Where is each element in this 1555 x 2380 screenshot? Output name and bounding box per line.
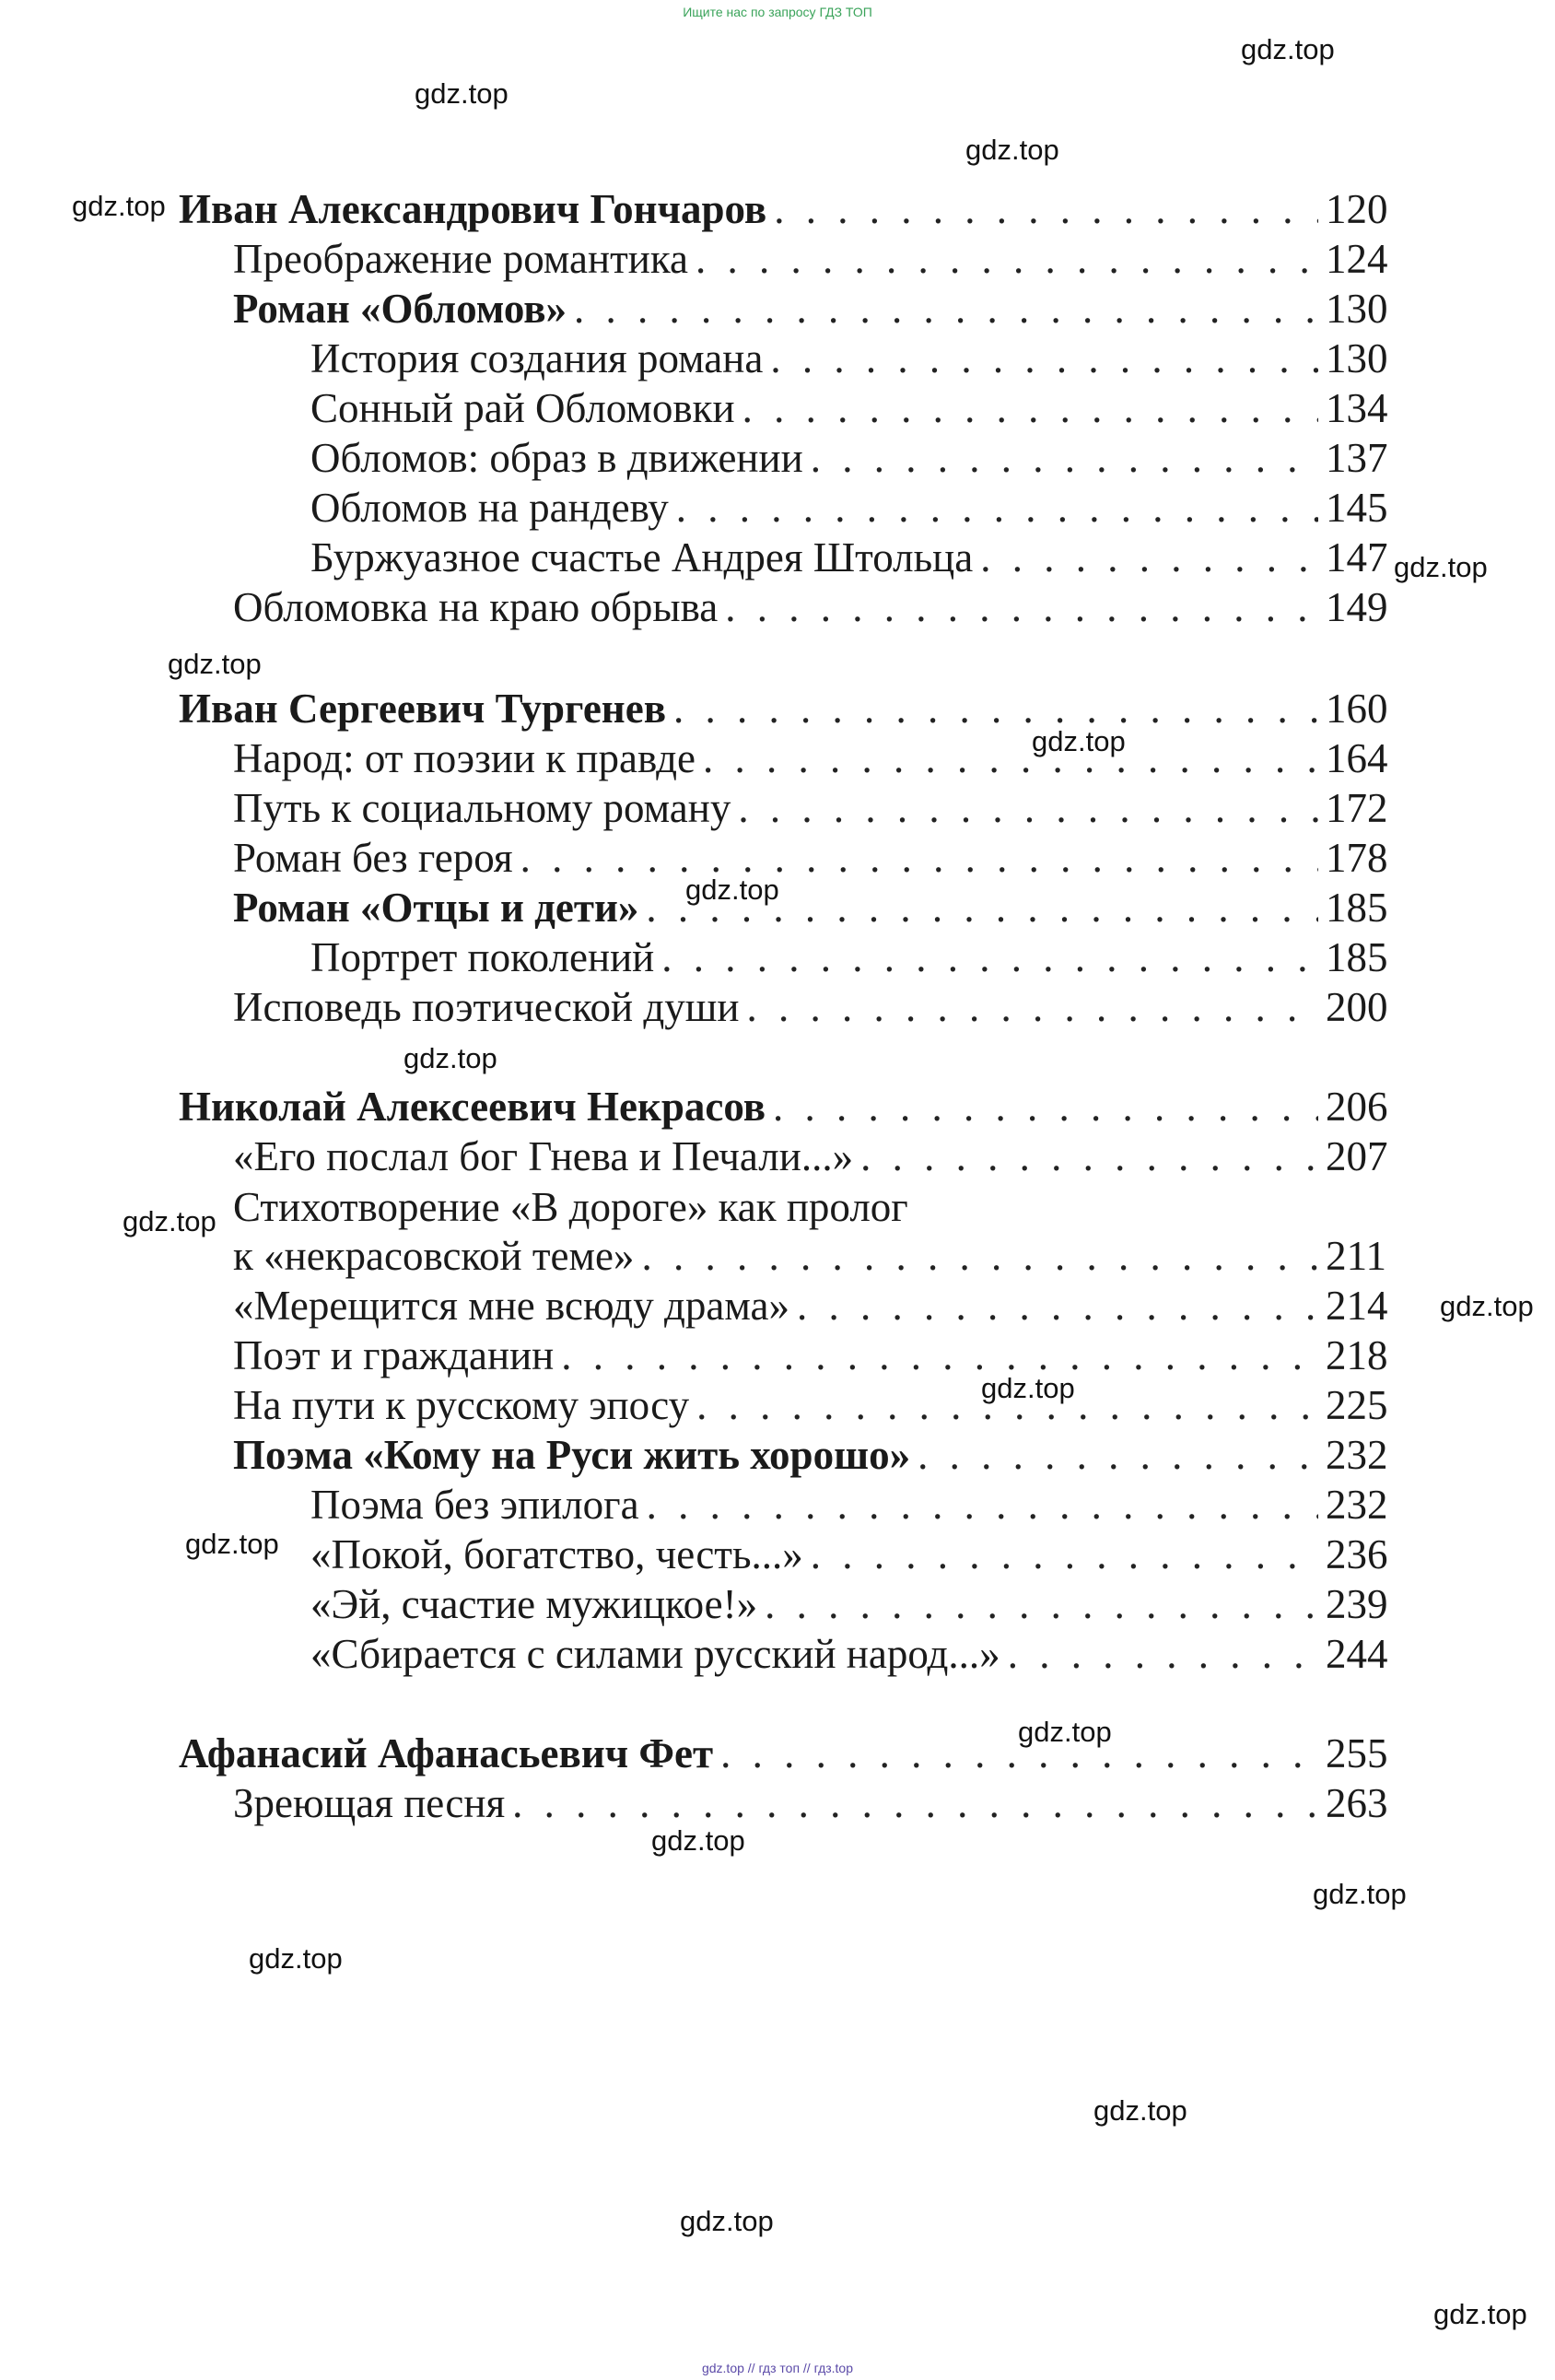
watermark: gdz.top <box>415 77 509 110</box>
toc-leader <box>661 937 1318 979</box>
toc-entry <box>233 1327 1386 1377</box>
toc-title: Поэт и гражданин <box>233 1332 555 1378</box>
toc-title: Буржуазное счастье Андрея Штольца <box>310 534 974 580</box>
toc-entry <box>233 230 1386 280</box>
toc-entry <box>310 1625 1386 1675</box>
watermark: gdz.top <box>1093 2094 1187 2127</box>
toc-page: 164 <box>1326 735 1388 781</box>
watermark: gdz.top <box>403 1042 497 1074</box>
toc-title: «Его послал бог Гнева и Печали...» <box>233 1133 854 1179</box>
toc-page: 185 <box>1326 934 1388 980</box>
toc-title: Обломов на рандеву <box>310 485 669 531</box>
toc-page: 214 <box>1326 1283 1388 1329</box>
toc-entry <box>310 1476 1386 1526</box>
toc-title: Сонный рай Обломовки <box>310 385 735 431</box>
toc-page: 149 <box>1326 584 1388 630</box>
toc-entry <box>233 1227 1386 1277</box>
watermark: gdz.top <box>685 873 779 906</box>
watermark: gdz.top <box>1440 1290 1534 1322</box>
toc-title: На пути к русскому эпосу <box>233 1382 690 1428</box>
toc-entry <box>233 1426 1386 1476</box>
toc-entry <box>310 1576 1386 1625</box>
toc-entry <box>233 780 1386 829</box>
toc-leader <box>512 1783 1318 1824</box>
toc-page: 185 <box>1326 885 1388 931</box>
toc-title: Обломовка на краю обрыва <box>233 584 719 630</box>
toc-page: 206 <box>1326 1084 1388 1130</box>
toc-leader <box>647 1484 1318 1526</box>
toc-leader <box>747 987 1318 1028</box>
watermark: gdz.top <box>651 1824 745 1857</box>
toc-page: 145 <box>1326 485 1388 531</box>
toc-entry <box>233 1377 1386 1426</box>
watermark: gdz.top <box>249 1942 343 1975</box>
toc-page: 239 <box>1326 1581 1388 1627</box>
watermark: gdz.top <box>1313 1878 1407 1910</box>
toc-page: 147 <box>1326 534 1388 580</box>
toc-page: 200 <box>1326 984 1388 1030</box>
toc-leader <box>696 239 1318 280</box>
toc-title: Роман «Обломов» <box>233 286 567 332</box>
toc-entry <box>233 730 1386 780</box>
toc-page: 160 <box>1326 686 1388 732</box>
toc-page: 124 <box>1326 236 1388 282</box>
toc-page: 232 <box>1326 1482 1388 1528</box>
toc-leader <box>860 1136 1318 1178</box>
toc-page: 137 <box>1326 435 1388 481</box>
toc-title: Поэма без эпилога <box>310 1482 639 1528</box>
toc-entry <box>233 280 1386 330</box>
toc-title: Обломов: образ в движении <box>310 435 803 481</box>
toc-title: «Сбирается с силами русский народ...» <box>310 1631 1000 1677</box>
toc-title: Николай Алексеевич Некрасов <box>179 1084 766 1130</box>
toc-leader <box>673 688 1318 730</box>
toc-title: Иван Сергеевич Тургенев <box>179 686 666 732</box>
toc-entry <box>179 1725 1386 1775</box>
toc-leader <box>641 1236 1318 1277</box>
toc-page: 255 <box>1326 1730 1388 1776</box>
toc-entry <box>310 380 1386 429</box>
toc-leader <box>811 1534 1318 1576</box>
toc-leader <box>811 438 1318 479</box>
toc-leader <box>703 738 1318 780</box>
toc-entry <box>310 429 1386 479</box>
toc-leader <box>725 587 1318 628</box>
watermark: gdz.top <box>168 648 262 680</box>
toc-page: 134 <box>1326 385 1388 431</box>
toc-page: 244 <box>1326 1631 1388 1677</box>
toc-title: Народ: от поэзии к правде <box>233 735 696 781</box>
toc-page: 225 <box>1326 1382 1388 1428</box>
toc-title: Афанасий Афанасьевич Фет <box>179 1730 714 1776</box>
watermark: gdz.top <box>185 1528 279 1560</box>
toc-title: Зреющая песня <box>233 1780 506 1826</box>
toc-title-line1: Стихотворение «В дороге» как пролог <box>233 1184 908 1230</box>
toc-page: 218 <box>1326 1332 1388 1378</box>
toc-title: Путь к социальному роману <box>233 785 731 831</box>
toc-leader <box>765 1584 1318 1625</box>
toc-leader <box>561 1335 1318 1377</box>
watermark: gdz.top <box>965 134 1059 166</box>
toc-title: Роман «Отцы и дети» <box>233 885 639 931</box>
toc-entry <box>233 1128 1386 1178</box>
toc-page: 130 <box>1326 335 1388 381</box>
toc-entry <box>233 879 1386 929</box>
watermark: gdz.top <box>981 1372 1075 1404</box>
toc-title: Портрет поколений <box>310 934 655 980</box>
toc-entry <box>310 929 1386 979</box>
toc-leader <box>797 1285 1318 1327</box>
toc-page: 172 <box>1326 785 1388 831</box>
top-banner: Ищите нас по запросу ГДЗ ТОП <box>683 5 872 19</box>
toc-entry <box>310 330 1386 380</box>
watermark: gdz.top <box>123 1205 216 1237</box>
toc-page: 207 <box>1326 1133 1388 1179</box>
toc-page: 120 <box>1326 186 1388 232</box>
toc-title: История создания романа <box>310 335 764 381</box>
toc-entry <box>233 579 1386 628</box>
watermark: gdz.top <box>1433 2298 1527 2330</box>
watermark: gdz.top <box>680 2205 774 2237</box>
toc-title: «Эй, счастие мужицкое!» <box>310 1581 758 1627</box>
toc-entry <box>233 1277 1386 1327</box>
toc-title: к «некрасовской теме» <box>233 1233 635 1279</box>
toc-entry <box>233 829 1386 879</box>
toc-leader <box>520 838 1318 879</box>
toc-leader <box>918 1435 1318 1476</box>
toc-entry <box>233 1775 1386 1824</box>
toc-leader <box>742 388 1318 429</box>
toc-leader <box>574 288 1318 330</box>
toc-leader <box>1008 1634 1318 1675</box>
toc-entry <box>179 181 1386 230</box>
watermark: gdz.top <box>1032 725 1126 757</box>
watermark: gdz.top <box>1241 33 1335 65</box>
toc-leader <box>676 487 1318 529</box>
toc-title: Исповедь поэтической души <box>233 984 740 1030</box>
toc-page: 263 <box>1326 1780 1388 1826</box>
toc-page: 178 <box>1326 835 1388 881</box>
watermark: gdz.top <box>72 190 166 222</box>
toc-title: Поэма «Кому на Руси жить хорошо» <box>233 1432 911 1478</box>
toc-entry <box>179 1078 1386 1128</box>
toc-entry <box>233 979 1386 1028</box>
toc-page: 236 <box>1326 1531 1388 1577</box>
toc-title: Иван Александрович Гончаров <box>179 186 767 232</box>
toc-page: 130 <box>1326 286 1388 332</box>
toc-title: «Покой, богатство, честь...» <box>310 1531 803 1577</box>
watermark: gdz.top <box>1018 1716 1112 1748</box>
toc-title: Роман без героя <box>233 835 513 881</box>
toc-leader <box>774 189 1318 230</box>
toc-leader <box>770 338 1318 380</box>
toc-entry <box>310 479 1386 529</box>
toc-leader <box>738 788 1318 829</box>
toc-leader <box>696 1385 1318 1426</box>
toc-title: Преображение романтика <box>233 236 688 282</box>
toc-leader <box>646 887 1318 929</box>
toc-page: 211 <box>1326 1233 1386 1279</box>
toc-entry <box>310 529 1386 579</box>
toc-entry <box>179 680 1386 730</box>
toc-entry <box>310 1526 1386 1576</box>
toc-title: «Мерещится мне всюду драма» <box>233 1283 789 1329</box>
toc-leader <box>980 537 1318 579</box>
toc-leader <box>773 1086 1318 1128</box>
toc-leader <box>720 1733 1318 1775</box>
watermark: gdz.top <box>1394 551 1488 583</box>
bottom-banner: gdz.top // гдз топ // гдз.top <box>701 2361 854 2375</box>
toc-page: 232 <box>1326 1432 1388 1478</box>
